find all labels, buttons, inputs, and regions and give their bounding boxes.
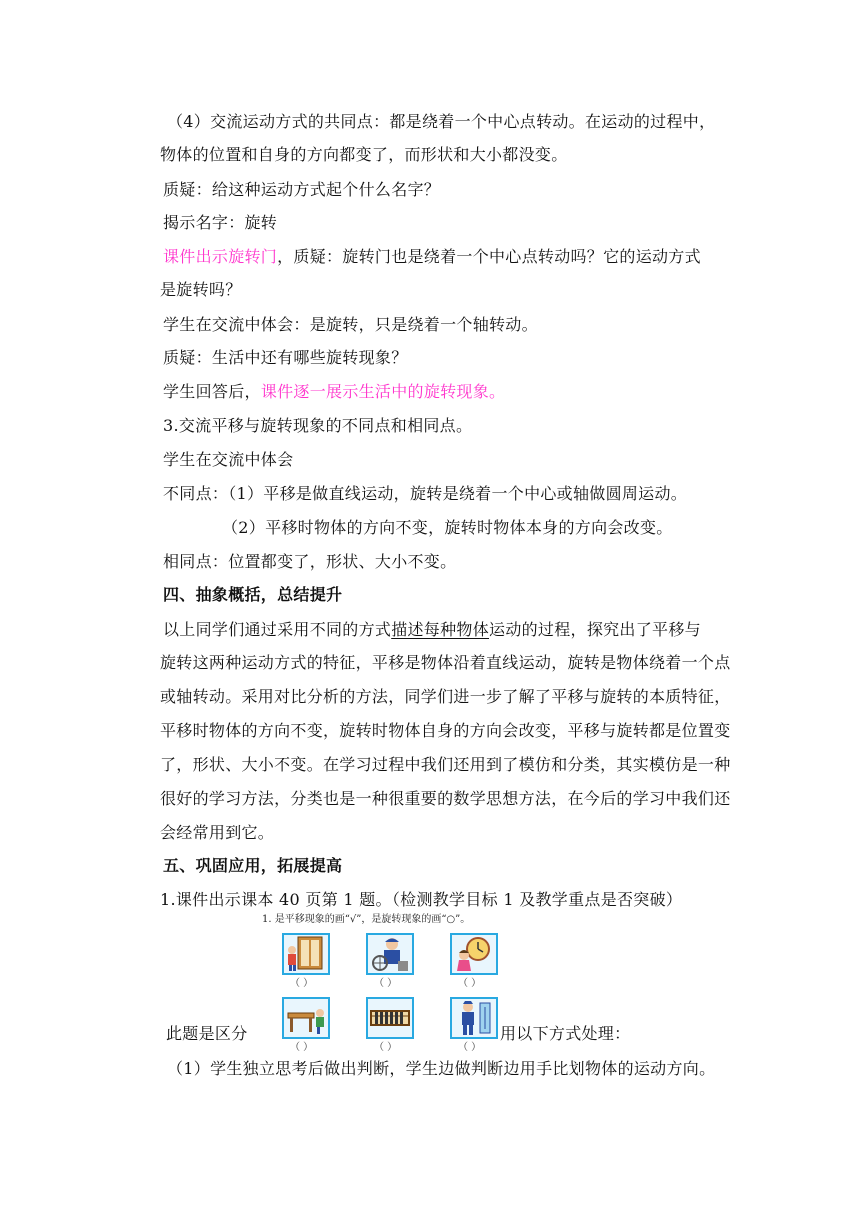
paragraph-line: 3.交流平移与旋转现象的不同点和相同点。 — [163, 416, 473, 435]
paragraph-line: 相同点：位置都变了，形状、大小不变。 — [163, 552, 457, 571]
pushing-table-image — [282, 997, 330, 1039]
section-heading: 五、巩固应用，拓展提高 — [163, 856, 343, 875]
paragraph-line: 揭示名字：旋转 — [163, 213, 278, 232]
paragraph-line: 平移时物体的方向不变，旋转时物体自身的方向会改变，平移与旋转都是位置变 — [160, 721, 731, 740]
clock-hands-image — [450, 933, 498, 975]
answer-blank: （ ） — [290, 978, 314, 989]
answer-blank: （ ） — [290, 1042, 314, 1053]
paragraph-line: 了，形状、大小不变。在学习过程中我们还用到了模仿和分类，其实模仿是一种 — [160, 755, 731, 774]
text-span: 以上同学们通过采用不同的方式 — [163, 620, 392, 639]
answer-blank: （ ） — [458, 978, 482, 989]
paragraph-line: 不同点：（1）平移是做直线运动，旋转是绕着一个中心或轴做圆周运动。 — [163, 484, 688, 503]
abacus-beads-image — [366, 997, 414, 1039]
paragraph-line: 用以下方式处理： — [500, 1024, 631, 1043]
paragraph-line: （1）学生独立思考后做出判断，学生边做判断边用手比划物体的运动方向。 — [167, 1059, 716, 1078]
table-icon — [284, 999, 328, 1037]
question-line: 1.课件出示课本 40 页第 1 题。（检测教学目标 1 及教学重点是否突破） — [160, 890, 683, 909]
paragraph-line: 是旋转吗？ — [160, 280, 242, 299]
elevator-icon — [452, 999, 496, 1037]
highlight-text: 课件出示旋转门 — [163, 247, 278, 266]
paragraph-line: 会经常用到它。 — [160, 823, 275, 842]
text-span: 学生回答后， — [163, 382, 261, 401]
abacus-icon — [368, 999, 412, 1037]
elevator-rider-image — [450, 997, 498, 1039]
section-heading: 四、抽象概括，总结提升 — [163, 585, 343, 604]
worker-turning-wheel-image — [366, 933, 414, 975]
answer-blank: （ ） — [374, 1042, 398, 1053]
clock-icon — [452, 935, 496, 973]
answer-blank: （ ） — [374, 978, 398, 989]
window-icon — [284, 935, 328, 973]
text-span: ，质疑：旋转门也是绕着一个中心点转动吗？它的运动方式 — [277, 247, 701, 266]
paragraph-line — [163, 382, 505, 402]
paragraph-line: 或轴转动。采用对比分析的方法，同学们进一步了解了平移与旋转的本质特征， — [160, 687, 731, 706]
paragraph-line: 质疑：生活中还有哪些旋转现象？ — [163, 348, 408, 367]
paragraph-line: （4）交流运动方式的共同点：都是绕着一个中心点转动。在运动的过程中， — [167, 112, 716, 131]
paragraph-line: 物体的位置和自身的方向都变了，而形状和大小都没变。 — [160, 145, 568, 164]
figure-caption: 1. 是平移现象的画“√”，是旋转现象的画“○”。 — [262, 914, 471, 925]
paragraph-line — [163, 620, 701, 640]
paragraph-line — [163, 247, 701, 267]
paragraph-line: 学生在交流中体会：是旋转，只是绕着一个轴转动。 — [163, 315, 538, 334]
paragraph-line: 很好的学习方法，分类也是一种很重要的数学思想方法，在今后的学习中我们还 — [160, 789, 731, 808]
worker-icon — [368, 935, 412, 973]
answer-blank: （ ） — [458, 1042, 482, 1053]
paragraph-line: 学生在交流中体会 — [163, 450, 294, 469]
window-sliding-image — [282, 933, 330, 975]
underlined-text: 描述每种物体 — [391, 620, 490, 639]
paragraph-line: 此题是区分 — [166, 1024, 248, 1043]
paragraph-line: （2）平移时物体的方向不变，旋转时物体本身的方向会改变。 — [222, 518, 673, 537]
text-span: 运动的过程，探究出了平移与 — [489, 620, 701, 639]
highlight-text: 课件逐一展示生活中的旋转现象。 — [260, 382, 506, 401]
paragraph-line: 旋转这两种运动方式的特征，平移是物体沿着直线运动，旋转是物体绕着一个点 — [160, 653, 731, 672]
paragraph-line: 质疑：给这种运动方式起个什么名字？ — [163, 180, 441, 199]
